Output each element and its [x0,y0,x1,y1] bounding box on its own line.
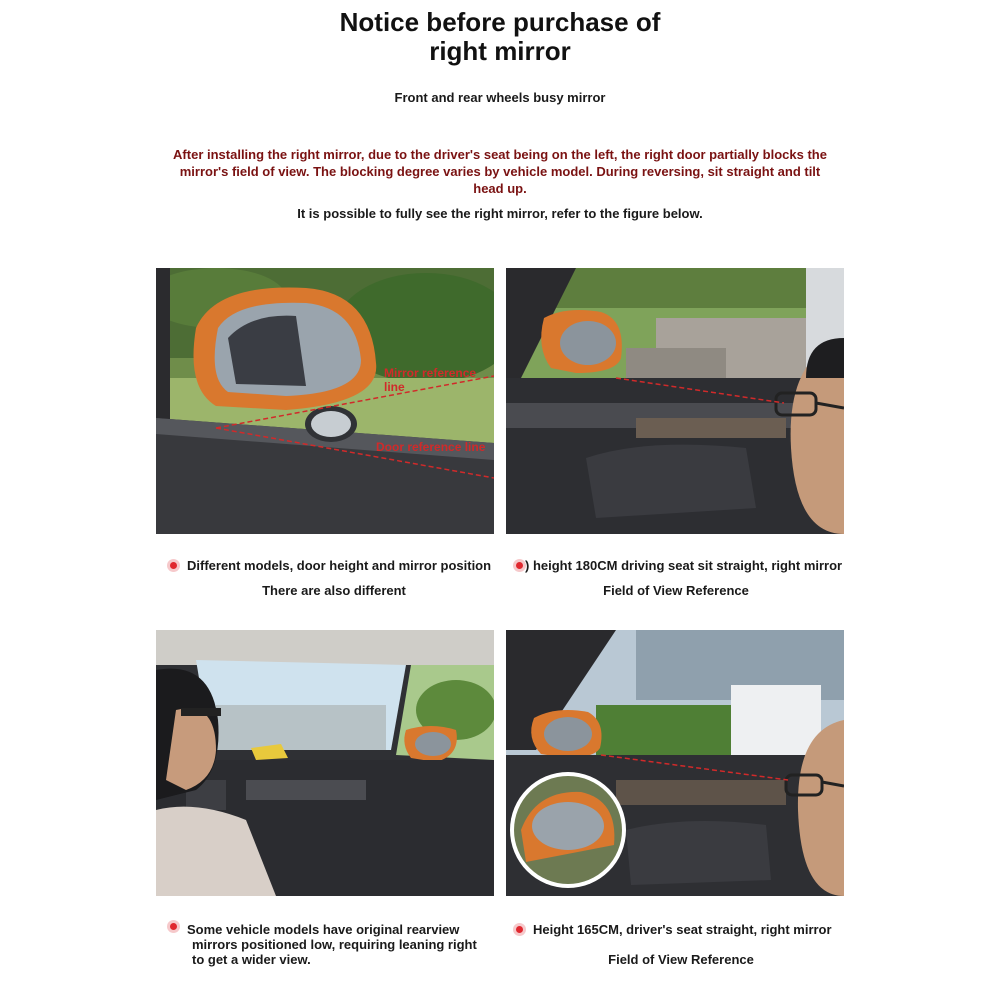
photo-driver-view-180cm [506,268,844,534]
bullet-dot-icon [516,926,523,933]
subtitle: Front and rear wheels busy mirror [394,90,606,105]
reference-note: It is possible to fully see the right mirror, refer to the figure below. [297,206,703,221]
title-line-2: right mirror [429,36,571,66]
caption-bottom-left-line2: mirrors positioned low, requiring leaning right [192,937,477,952]
subcaption-top-left: There are also different [262,583,406,598]
photo-driver-leaning [156,630,494,896]
caption-top-left: Different models, door height and mirror position [170,558,500,573]
subcaption-bottom-right: Field of View Reference [608,952,754,967]
caption-bottom-left-line3: to get a wider view. [192,952,311,967]
caption-bottom-right: Height 165CM, driver's seat straight, right mirror [516,922,856,937]
door-reference-label: Door reference line [376,440,486,454]
page-title [0,8,1000,66]
caption-bottom-left: Some vehicle models have original rearview mirrors positioned low, requiring leaning right to get a wider view. [170,922,490,967]
caption-top-right: ) height 180CM driving seat sit straight, right mirror [516,558,856,573]
subcaption-top-right: Field of View Reference [603,583,749,598]
warning-text: After installing the right mirror, due to the driver's seat being on the left, the right door partially blocks the mirror's field of view. The blocking degree varies by vehicle model. During reversing, sit straight and tilt head up. [173,147,827,196]
bullet-dot-icon [170,562,177,569]
photo-mirror-reference [156,268,494,534]
bullet-dot-icon [170,923,177,930]
bullet-dot-icon [516,562,523,569]
photo-driver-view-165cm [506,630,844,896]
title-line-1: Notice before purchase of [339,7,661,37]
mirror-reference-label: Mirror reference line [384,366,477,394]
